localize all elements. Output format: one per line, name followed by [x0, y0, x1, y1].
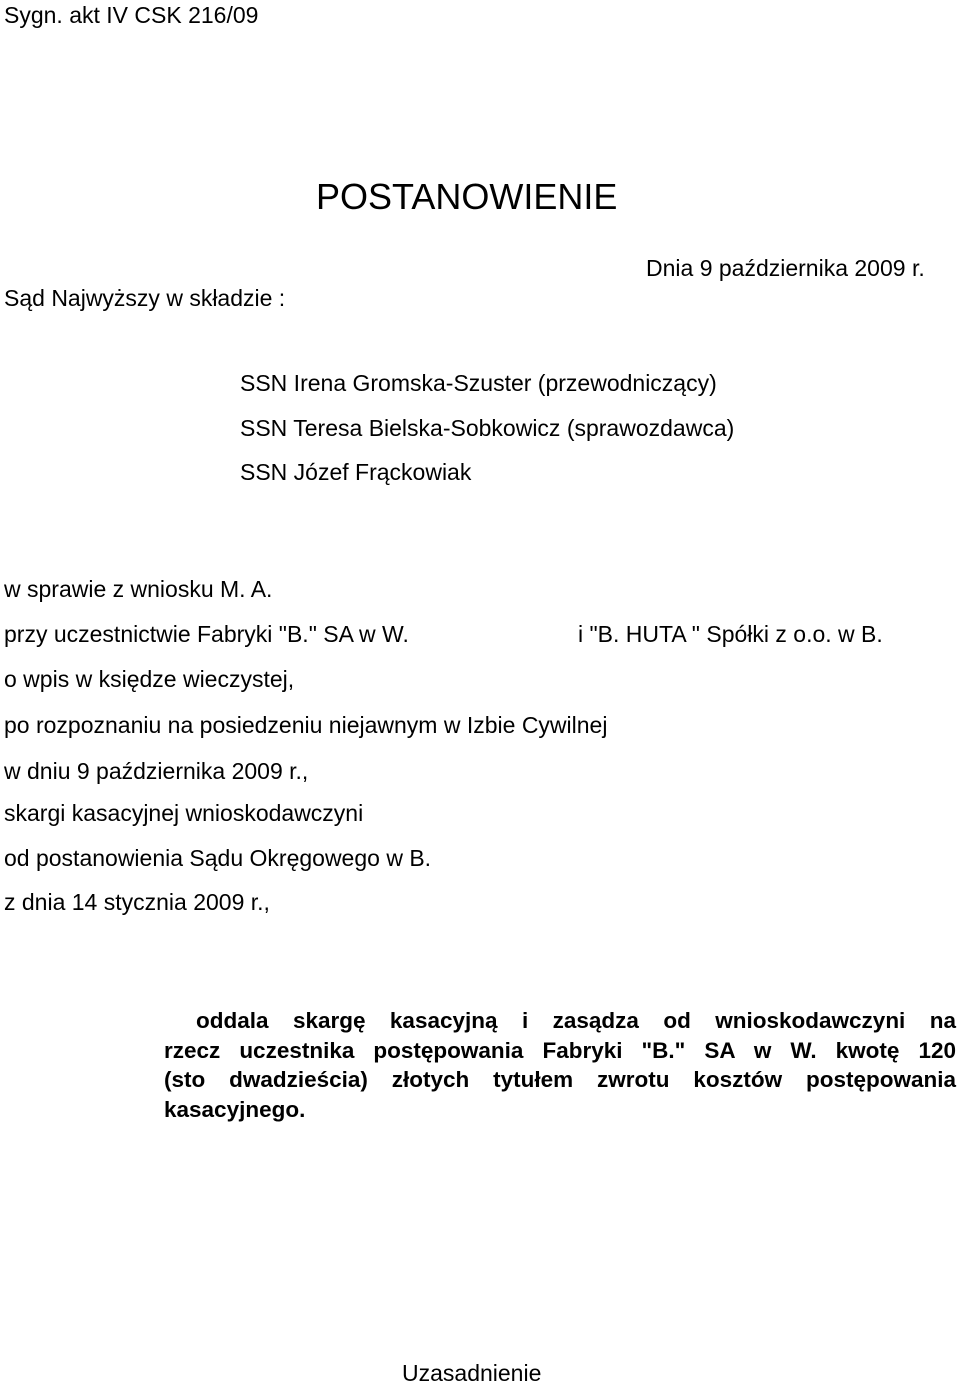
motion-line: w sprawie z wniosku M. A. [4, 576, 273, 602]
justification-heading: Uzasadnienie [402, 1360, 542, 1386]
participation-right: i "B. HUTA " Spółki z o.o. w B. [578, 621, 883, 647]
ruling-line: rzecz uczestnika postępowania Fabryki "B." SA w W. kwotę 120 [164, 1037, 956, 1063]
ruling-line: kasacyjnego. [164, 1096, 306, 1122]
hearing-date: w dniu 9 października 2009 r., [4, 758, 309, 784]
ruling-line: oddala skargę kasacyjną i zasądza od wnioskodawczyni na [196, 1008, 956, 1033]
document-title: POSTANOWIENIE [316, 176, 618, 217]
participation-left: przy uczestnictwie Fabryki "B." SA w W. [4, 621, 409, 647]
hearing-line: po rozpoznaniu na posiedzeniu niejawnym w Izbie Cywilnej [4, 712, 608, 738]
judge-member: SSN Józef Frąckowiak [240, 459, 472, 485]
ruling-line: (sto dwadzieścia) złotych tytułem zwrotu kosztów postępowania [164, 1067, 956, 1092]
date-line: Dnia 9 października 2009 r. [646, 255, 925, 281]
judge-presiding: SSN Irena Gromska-Szuster (przewodniczący) [240, 370, 717, 396]
complaint-line: skargi kasacyjnej wnioskodawczyni [4, 800, 364, 826]
appeal-date: z dnia 14 stycznia 2009 r., [4, 889, 270, 915]
ruling-paragraph [164, 1006, 956, 1124]
judge-rapporteur: SSN Teresa Bielska-Sobkowicz (sprawozdawca) [240, 415, 735, 441]
appeal-from: od postanowienia Sądu Okręgowego w B. [4, 845, 432, 871]
case-subject: o wpis w księdze wieczystej, [4, 666, 295, 692]
case-signature: Sygn. akt IV CSK 216/09 [4, 2, 259, 28]
court-composition-label: Sąd Najwyższy w składzie : [4, 285, 286, 311]
